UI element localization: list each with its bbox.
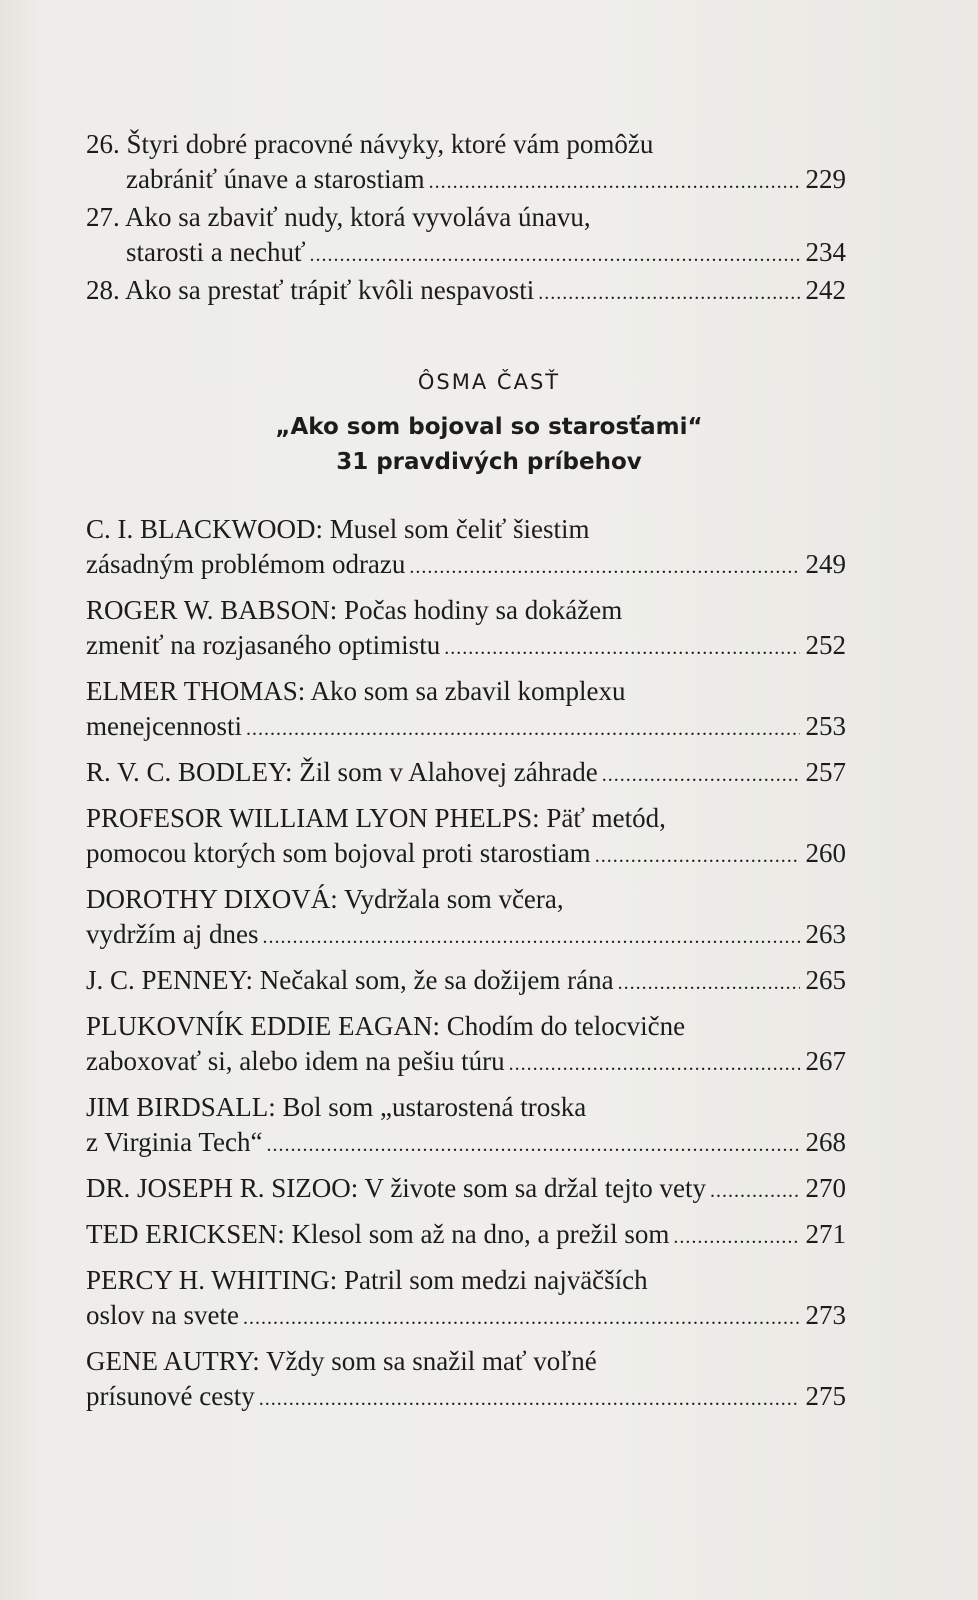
toc-entry[interactable]: R. V. C. BODLEY: Žil som v Alahovej záhrade ..... 257 [86,755,846,793]
toc-entry[interactable]: PERCY H. WHITING: Patril som medzi najväčších oslov na svete ..... 273 [86,1263,846,1336]
toc-entry[interactable]: PLUKOVNÍK EDDIE EAGAN: Chodím do telocvične zaboxovať si, alebo idem na pešiu túru ..... 267 [86,1009,846,1082]
page-number: 265 [805,965,846,995]
toc-entry[interactable]: DOROTHY DIXOVÁ: Vydržala som včera, vydržím aj dnes ..... 263 [86,882,846,955]
toc-entry[interactable]: JIM BIRDSALL: Bol som „ustarostená troska z Virginia Tech“ ..... 268 [86,1090,846,1163]
page-number: 263 [805,919,846,949]
toc-last-line: 28. Ako sa prestať trápiť kvôli nespavosti ..... 242 [86,273,846,311]
toc-line: 26. Štyri dobré pracovné návyky, ktoré vám pomôžu [86,129,654,159]
page-number: 249 [805,549,846,579]
toc-entry[interactable]: GENE AUTRY: Vždy som sa snažil mať voľné prísunové cesty ..... 275 [86,1344,846,1417]
page-number: 242 [805,275,846,305]
story-list [86,512,846,1425]
part-title [0,410,978,480]
toc-line: 27. Ako sa zbaviť nudy, ktorá vyvoláva únavu, [86,202,591,232]
toc-entry[interactable]: J. C. PENNEY: Nečakal som, že sa dožijem rána ..... 265 [86,963,846,1001]
page-number: 257 [805,757,846,787]
page-number: 268 [805,1127,846,1157]
toc-entry[interactable]: C. I. BLACKWOOD: Musel som čeliť šiestim zásadným problémom odrazu ..... 249 [86,512,846,585]
toc-last-line: zabrániť únave a starostiam ..... 229 [86,162,846,200]
page-number: 253 [805,711,846,741]
part-title-text: „Ako som bojoval so starosťami“ [275,414,703,440]
page-number: 260 [805,838,846,868]
part-subtitle-text: 31 pravdivých príbehov [336,449,642,475]
page-number: 267 [805,1046,846,1076]
page-number: 271 [805,1219,846,1249]
toc-entry[interactable]: ROGER W. BABSON: Počas hodiny sa dokážem zmeniť na rozjasaného optimistu ..... 252 [86,593,846,666]
page-number: 229 [805,164,846,194]
toc-entry[interactable]: TED ERICKSEN: Klesol som až na dno, a prežil som ..... 271 [86,1217,846,1255]
toc-entry[interactable]: ELMER THOMAS: Ako som sa zbavil komplexu menejcennosti ..... 253 [86,674,846,747]
page-number: 252 [805,630,846,660]
toc-entry[interactable] [86,200,846,273]
toc-entry[interactable] [86,127,846,200]
page-number: 273 [805,1300,846,1330]
page-number: 275 [805,1381,846,1411]
toc-entry[interactable]: DR. JOSEPH R. SIZOO: V živote som sa držal tejto vety ..... 270 [86,1171,846,1209]
chapter-list [86,127,846,311]
toc-entry[interactable]: PROFESOR WILLIAM LYON PHELPS: Päť metód, pomocou ktorých som bojoval proti starostiam ..... 260 [86,801,846,874]
page-number: 270 [805,1173,846,1203]
part-heading: ÔSMA ČASŤ [417,370,561,394]
toc-entry[interactable] [86,273,846,311]
toc-last-line: starosti a nechuť ..... 234 [86,235,846,273]
page-number: 234 [805,237,846,267]
